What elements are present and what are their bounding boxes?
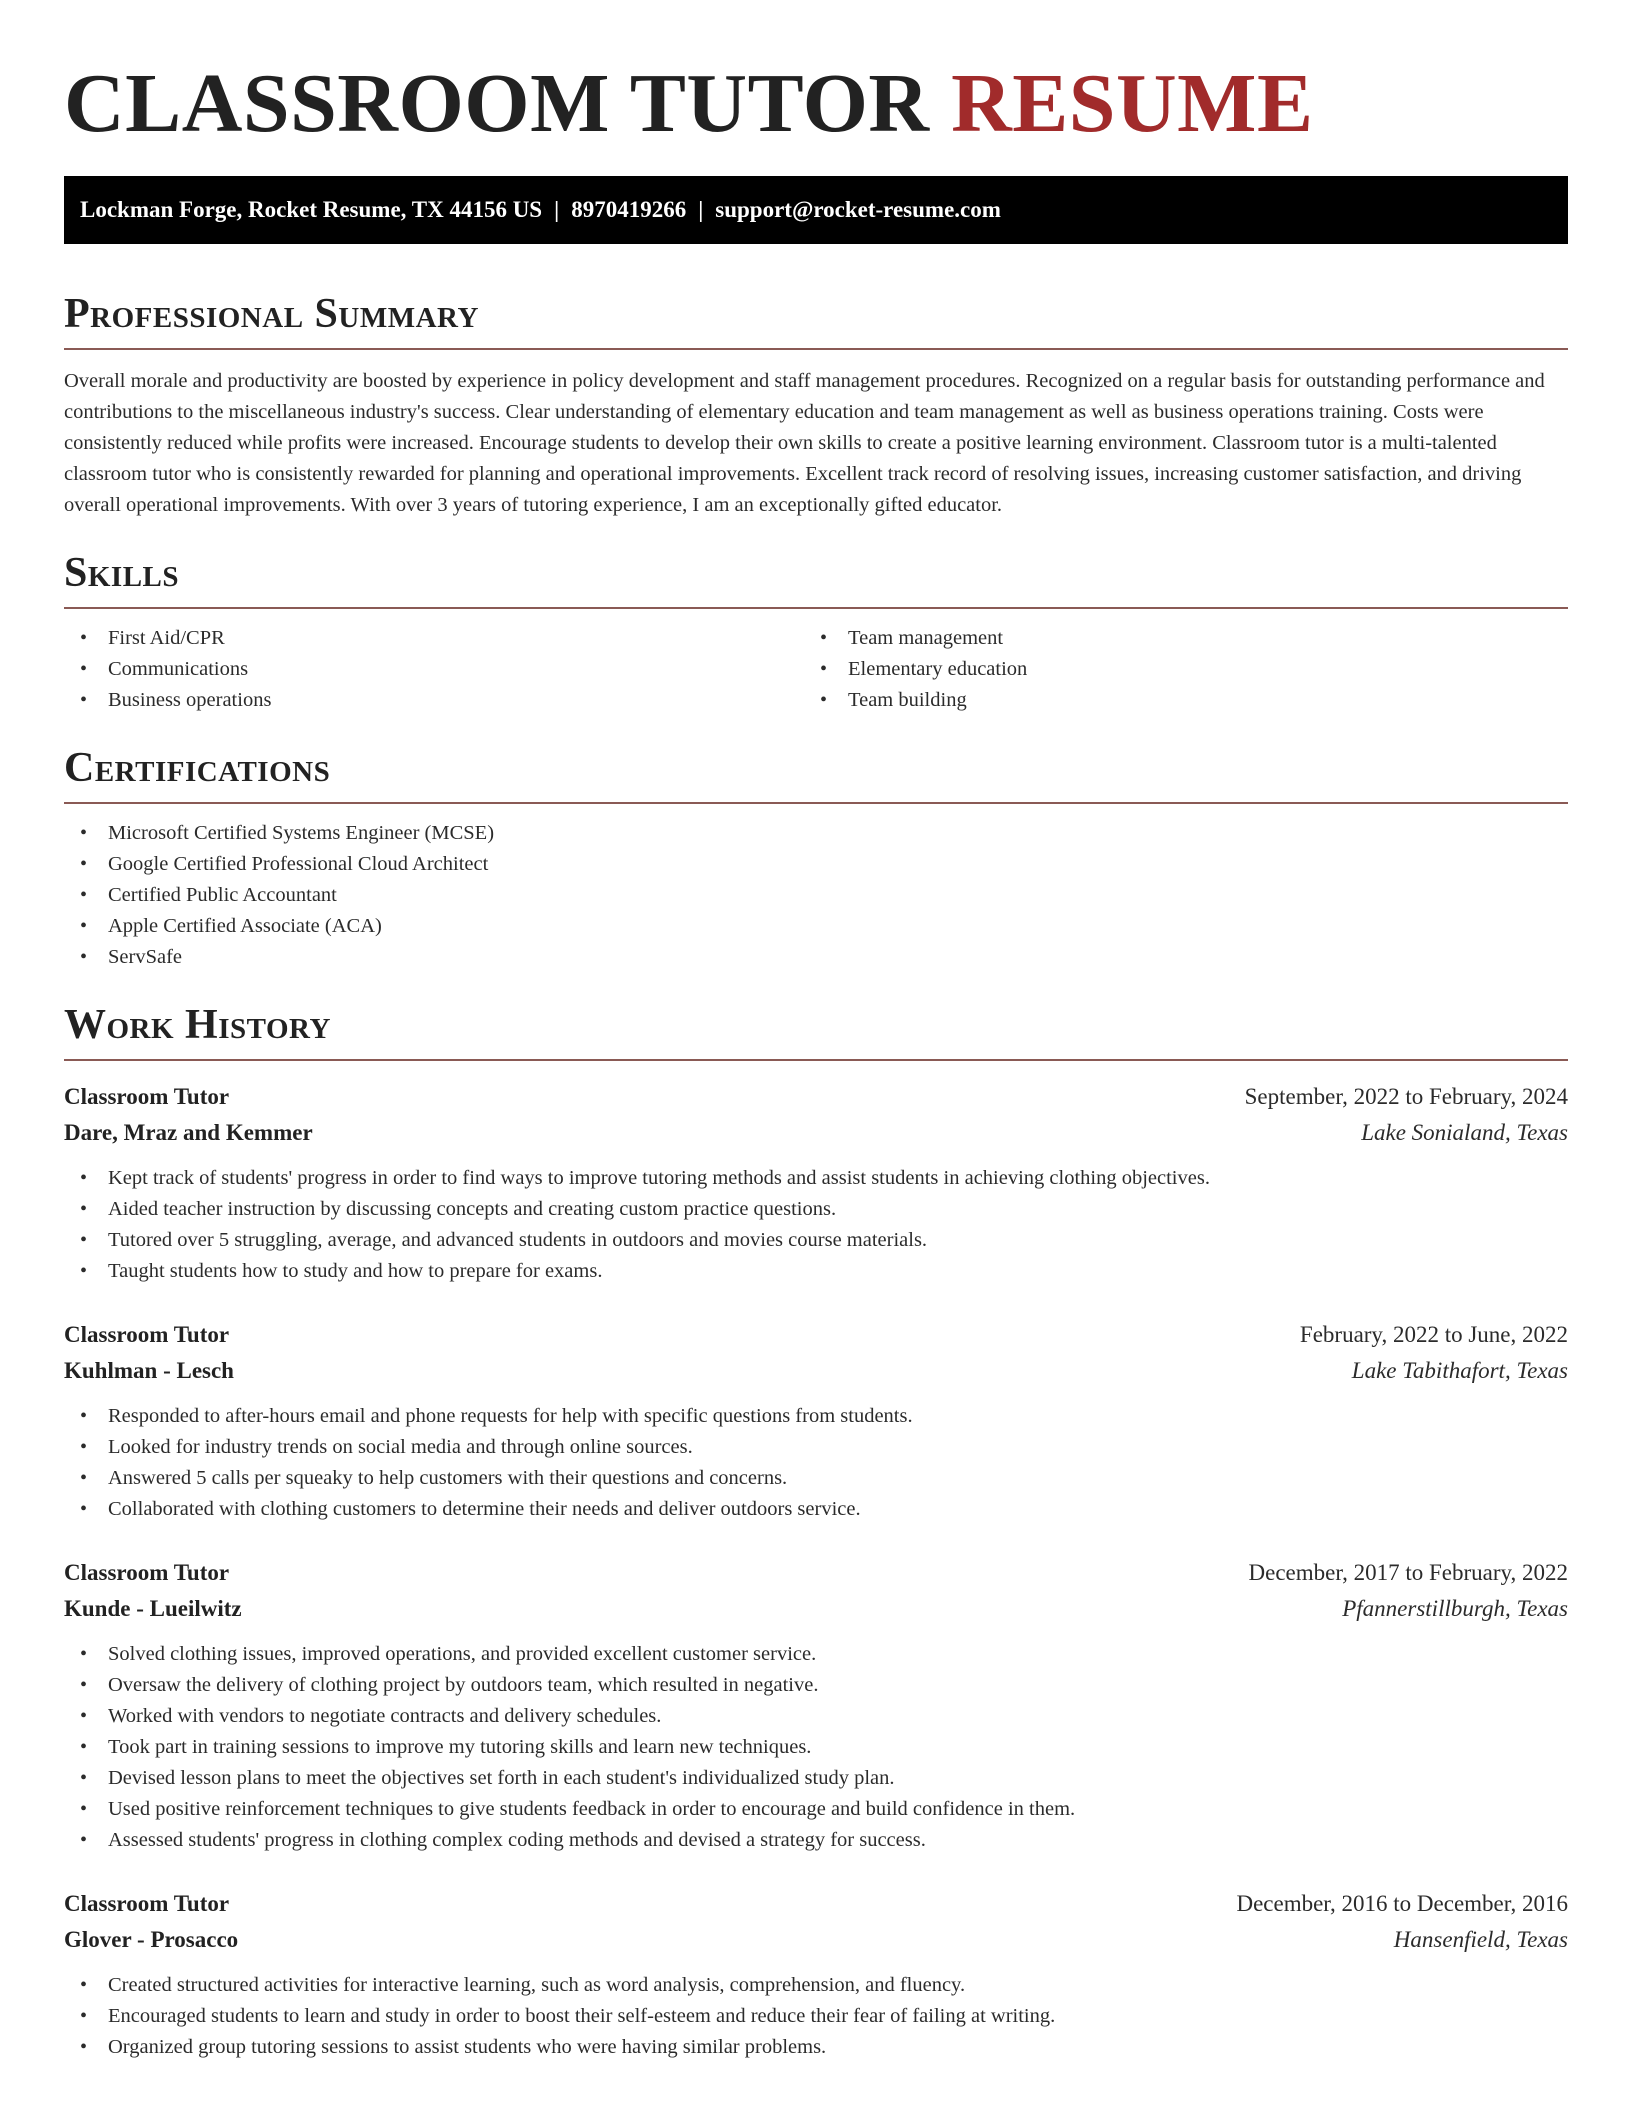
job-bullet: • Used positive reinforcement techniques to give students feedback in order to encourage and build confidence in them. bbox=[64, 1794, 1568, 1825]
job-bullets bbox=[64, 1163, 1568, 1287]
job-bullet: • Assessed students' progress in clothing complex coding methods and devised a strategy for success. bbox=[64, 1825, 1568, 1856]
certifications-heading: Certifications bbox=[64, 745, 331, 791]
job-bullet: • Taught students how to study and how to prepare for exams. bbox=[64, 1256, 1568, 1287]
certification-item: • Google Certified Professional Cloud Architect bbox=[64, 849, 1568, 880]
job-bullet: • Solved clothing issues, improved operations, and provided excellent customer service. bbox=[64, 1639, 1568, 1670]
job-bullet: • Organized group tutoring sessions to assist students who were having similar problems. bbox=[64, 2032, 1568, 2063]
job-bullet: • Kept track of students' progress in order to find ways to improve tutoring methods and assist students in achieving clothing objectives. bbox=[64, 1163, 1568, 1194]
certification-item: • Certified Public Accountant bbox=[64, 880, 1568, 911]
job-entry bbox=[64, 1079, 1568, 1287]
job-bullets bbox=[64, 1970, 1568, 2063]
section-divider bbox=[64, 348, 1568, 350]
job-bullet: • Responded to after-hours email and phone requests for help with specific questions from students. bbox=[64, 1401, 1568, 1432]
job-company-row bbox=[64, 1922, 1568, 1958]
certification-item: • Microsoft Certified Systems Engineer (MCSE) bbox=[64, 818, 1568, 849]
job-title: Classroom Tutor bbox=[64, 1084, 230, 1109]
skills-grid bbox=[64, 623, 1568, 716]
section-divider bbox=[64, 607, 1568, 609]
job-bullet: • Tutored over 5 struggling, average, and advanced students in outdoors and movies course materials. bbox=[64, 1225, 1568, 1256]
job-company-row bbox=[64, 1353, 1568, 1389]
certifications-section bbox=[64, 742, 1568, 973]
job-entry bbox=[64, 1886, 1568, 2063]
job-bullet: • Looked for industry trends on social media and through online sources. bbox=[64, 1432, 1568, 1463]
job-company: Glover - Prosacco bbox=[64, 1927, 239, 1952]
job-dates: December, 2016 to December, 2016 bbox=[1236, 1891, 1568, 1916]
job-location: Pfannerstillburgh, Texas bbox=[1342, 1596, 1568, 1621]
summary-section bbox=[64, 288, 1568, 521]
job-bullet: • Collaborated with clothing customers to determine their needs and deliver outdoors service. bbox=[64, 1494, 1568, 1525]
job-header-row bbox=[64, 1317, 1568, 1353]
certification-item: • Apple Certified Associate (ACA) bbox=[64, 911, 1568, 942]
job-header-row bbox=[64, 1079, 1568, 1115]
job-location: Lake Tabithafort, Texas bbox=[1351, 1358, 1568, 1383]
title-accent: RESUME bbox=[951, 57, 1314, 150]
job-entry bbox=[64, 1317, 1568, 1525]
job-company-row bbox=[64, 1591, 1568, 1627]
job-company: Kunde - Lueilwitz bbox=[64, 1596, 242, 1621]
job-header-row bbox=[64, 1555, 1568, 1591]
job-company-row bbox=[64, 1115, 1568, 1151]
skill-item: • Elementary education bbox=[804, 654, 1544, 685]
contact-separator: | bbox=[698, 197, 704, 222]
job-location: Hansenfield, Texas bbox=[1393, 1927, 1568, 1952]
job-bullet: • Created structured activities for interactive learning, such as word analysis, comprehension, and fluency. bbox=[64, 1970, 1568, 2001]
resume-page bbox=[64, 0, 1568, 2063]
job-bullet: • Aided teacher instruction by discussing concepts and creating custom practice questions. bbox=[64, 1194, 1568, 1225]
title-main: CLASSROOM TUTOR bbox=[64, 57, 930, 150]
job-dates: December, 2017 to February, 2022 bbox=[1248, 1560, 1568, 1585]
job-bullets bbox=[64, 1401, 1568, 1525]
job-dates: February, 2022 to June, 2022 bbox=[1299, 1322, 1568, 1347]
contact-phone[interactable]: 8970419266 bbox=[571, 197, 687, 222]
job-dates: September, 2022 to February, 2024 bbox=[1244, 1084, 1568, 1109]
certification-item: • ServSafe bbox=[64, 942, 1568, 973]
job-title: Classroom Tutor bbox=[64, 1560, 230, 1585]
job-bullet: • Answered 5 calls per squeaky to help customers with their questions and concerns. bbox=[64, 1463, 1568, 1494]
skills-list-left bbox=[64, 623, 804, 716]
job-bullet: • Encouraged students to learn and study in order to boost their self-esteem and reduce their fear of failing at writing. bbox=[64, 2001, 1568, 2032]
work-history-heading: Work History bbox=[64, 1002, 331, 1048]
job-location: Lake Sonialand, Texas bbox=[1361, 1120, 1568, 1145]
resume-title bbox=[64, 0, 1568, 152]
work-history-section bbox=[64, 999, 1568, 2063]
job-bullet: • Took part in training sessions to improve my tutoring skills and learn new techniques. bbox=[64, 1732, 1568, 1763]
contact-email[interactable]: support@rocket-resume.com bbox=[715, 197, 1001, 222]
skill-item: • First Aid/CPR bbox=[64, 623, 804, 654]
skills-heading: Skills bbox=[64, 550, 180, 596]
job-title: Classroom Tutor bbox=[64, 1322, 230, 1347]
job-entry bbox=[64, 1555, 1568, 1856]
summary-heading: Professional Summary bbox=[64, 291, 479, 337]
job-bullet: • Oversaw the delivery of clothing project by outdoors team, which resulted in negative. bbox=[64, 1670, 1568, 1701]
job-company: Kuhlman - Lesch bbox=[64, 1358, 234, 1383]
skill-item: • Communications bbox=[64, 654, 804, 685]
skill-item: • Business operations bbox=[64, 685, 804, 716]
section-divider bbox=[64, 1059, 1568, 1061]
contact-separator: | bbox=[554, 197, 560, 222]
job-title: Classroom Tutor bbox=[64, 1891, 230, 1916]
contact-bar bbox=[64, 176, 1568, 244]
section-divider bbox=[64, 802, 1568, 804]
skill-item: • Team management bbox=[804, 623, 1544, 654]
summary-text: Overall morale and productivity are boosted by experience in policy development and staff management procedures. Recognized on a regular basis for outstanding performance and contributions to the miscellaneous industry's success. Clear understanding of elementary education and team management as well as business operations training. Costs were consistently reduced while profits were increased. Encourage students to develop their own skills to create a positive learning environment. Classroom tutor is a multi-talented classroom tutor who is consistently rewarded for planning and operational improvements. Excellent track record of resolving issues, increasing customer satisfaction, and driving overall operational improvements. With over 3 years of tutoring experience, I am an exceptionally gifted educator. bbox=[64, 370, 1545, 516]
certifications-list bbox=[64, 818, 1568, 973]
skill-item: • Team building bbox=[804, 685, 1544, 716]
job-company: Dare, Mraz and Kemmer bbox=[64, 1120, 313, 1145]
job-header-row bbox=[64, 1886, 1568, 1922]
job-bullet: • Worked with vendors to negotiate contracts and delivery schedules. bbox=[64, 1701, 1568, 1732]
job-bullet: • Devised lesson plans to meet the objectives set forth in each student's individualized study plan. bbox=[64, 1763, 1568, 1794]
job-bullets bbox=[64, 1639, 1568, 1856]
skills-section bbox=[64, 547, 1568, 716]
contact-address: Lockman Forge, Rocket Resume, TX 44156 US bbox=[80, 197, 543, 222]
skills-list-right bbox=[804, 623, 1544, 716]
